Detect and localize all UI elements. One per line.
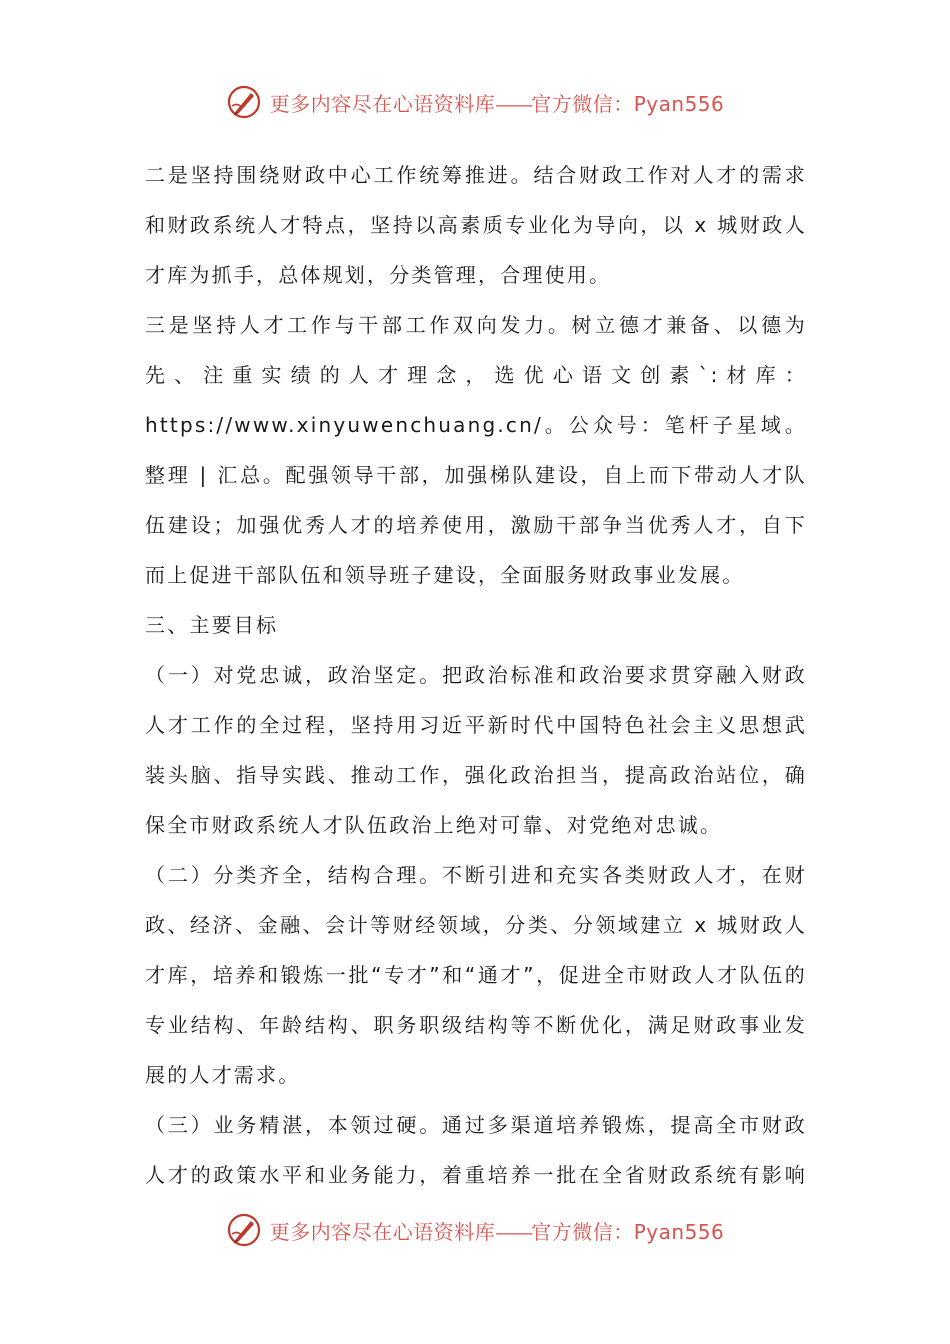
pen-logo-icon (226, 1212, 262, 1248)
paragraph-4: （二）分类齐全，结构合理。不断引进和充实各类财政人才，在财政、经济、金融、会计等财经领域，分类、分领域建立 x 城财政人才库，培养和锻炼一批“专才”和“通才”，促进全市财政人才队伍的专业结构、年龄结构、职务职级结构等不断优化，满足财政事业发展的人才需求。 (145, 863, 807, 1087)
banner-title: 更多内容尽在心语资料库 (269, 1219, 496, 1244)
footer-banner (0, 1210, 950, 1250)
header-banner (0, 82, 950, 122)
paragraph-3: （一）对党忠诚，政治坚定。把政治标准和政治要求贯穿融入财政人才工作的全过程，坚持用习近平新时代中国特色社会主义思想武装头脑、指导实践、推动工作，强化政治担当，提高政治站位，确保全市财政系统人才队伍政治上绝对可靠、对党绝对忠诚。 (145, 663, 807, 837)
banner-title: 更多内容尽在心语资料库 (269, 91, 496, 116)
paragraph-1: 二是坚持围绕财政中心工作统筹推进。结合财政工作对人才的需求和财政系统人才特点，坚持以高素质专业化为导向，以 x 城财政人才库为抓手，总体规划，分类管理，合理使用。 (145, 163, 807, 287)
banner-wechat-id: Pyan556 (633, 91, 725, 116)
banner-official-label: 官方微信： (531, 91, 634, 116)
banner-text (270, 1216, 725, 1245)
pen-logo-icon (226, 84, 262, 120)
banner-text (270, 88, 725, 117)
banner-dash: —— (495, 1219, 532, 1244)
banner-wechat-id: Pyan556 (633, 1219, 725, 1244)
paragraph-5: （三）业务精湛，本领过硬。通过多渠道培养锻炼，提高全市财政人才的政策水平和业务能力，着重培养一批在全省财政系统有影响 (145, 1113, 807, 1187)
banner-dash: —— (495, 91, 532, 116)
section-heading: 三、主要目标 (145, 613, 279, 637)
document-body (145, 150, 807, 1200)
paragraph-2: 三是坚持人才工作与干部工作双向发力。树立德才兼备、以德为先、注重实绩的人才理念，选优心语文创素`:材库：https://www.xinyuwenchuang.cn/。公众号：笔杆子星域。整理 | 汇总。配强领导干部，加强梯队建设，自上而下带动人才队伍建设；加强优秀人才的培养使用，激励干部争当优秀人才，自下而上促进干部队伍和领导班子建设，全面服务财政事业发展。 (145, 313, 807, 587)
banner-official-label: 官方微信： (531, 1219, 634, 1244)
